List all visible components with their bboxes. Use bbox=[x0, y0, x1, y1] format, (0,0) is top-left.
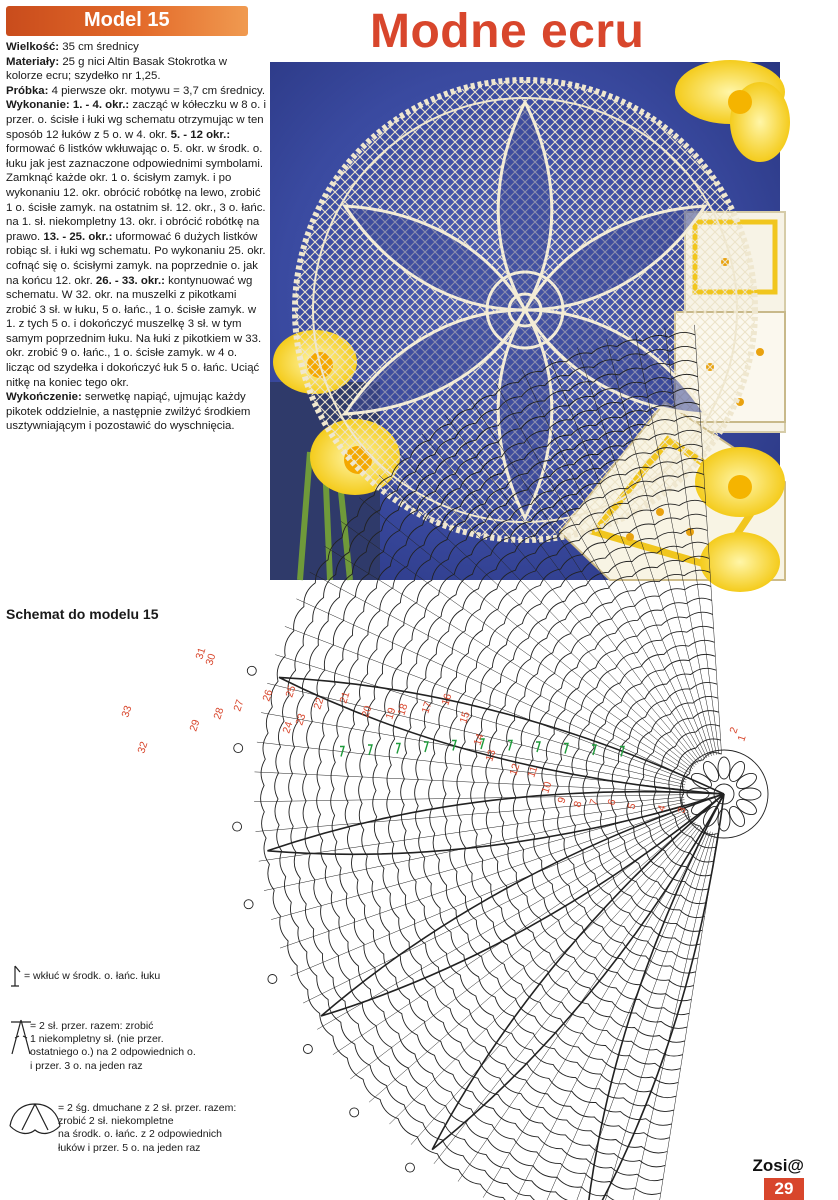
diagram-row-number: 11 bbox=[525, 764, 541, 779]
materials-paragraph bbox=[6, 55, 266, 84]
diagram-row-number: 10 bbox=[539, 780, 555, 795]
diagram-flower-petal bbox=[739, 788, 761, 800]
puff-stitch-icon bbox=[8, 1100, 62, 1140]
diagram-insert-marker bbox=[396, 744, 400, 754]
size-label: Wielkość: bbox=[6, 41, 60, 53]
diagram-spoke bbox=[264, 799, 685, 890]
schema-heading: Schemat do modelu 15 bbox=[6, 606, 159, 622]
diagram-row-number: 8 bbox=[571, 799, 585, 809]
diagram-row-number: 25 bbox=[283, 684, 299, 699]
diagram-row-number: 2 bbox=[727, 725, 741, 735]
diagram-row-number: 32 bbox=[135, 740, 151, 755]
diagram-row-number: 3 bbox=[675, 805, 689, 815]
work-text-2: formować 6 listków wkłuwając o. 5. okr. w środk. o. łuku jak jest zaznaczone odpowiednimi symbolami. Zamknąć każde okr. 1 o. ścisłym zamyk. i po wykonaniu 12. okr. obrócić robótkę na lewo, zrobić 1 o. ścisłe zamyk. na ostatnim sł. 12. okr., 3 o. łańc. na 1. sł. niekompletny 13. okr. i obrócić robótkę na prawo. bbox=[6, 143, 266, 243]
diagram-row-number: 31 bbox=[193, 646, 209, 661]
doily bbox=[295, 80, 755, 540]
diagram-row-number: 33 bbox=[119, 704, 135, 719]
legend-puff-text: = 2 śg. dmuchane z 2 sł. przer. razem: zrobić 2 sł. niekompletne na środk. o. łańc. z 2 odpowiednich łuków i przer. 5 o. na jeden raz bbox=[58, 1102, 237, 1154]
diagram-row-number: 9 bbox=[555, 795, 569, 805]
diagram-row-number: 15 bbox=[457, 710, 473, 725]
finish-text: serwetkę napiąć, ujmując każdy pikotek oddzielnie, a następnie zwilżyć środkiem usztywniającym i pozostawić do wyschnięcia. bbox=[6, 391, 251, 433]
sample-label: Próbka: bbox=[6, 84, 49, 97]
diagram-picot bbox=[234, 744, 243, 753]
legend-inward bbox=[8, 964, 228, 988]
diagram-flower-petal bbox=[718, 757, 730, 779]
diagram-spoke bbox=[592, 832, 713, 1200]
finish-paragraph bbox=[6, 390, 266, 434]
diagram-picot bbox=[247, 666, 256, 675]
diagram-picot bbox=[350, 1108, 359, 1117]
rows-13-25-label: 13. - 25. okr.: bbox=[43, 230, 113, 243]
materials-text: 25 g nici Altin Basak Stokrotka w kolorze ecru; szydełko nr 1,25. bbox=[6, 55, 227, 83]
size-paragraph bbox=[6, 40, 266, 55]
diagram-spoke bbox=[369, 820, 694, 1102]
diagram-row-number: 24 bbox=[280, 720, 296, 735]
sample-paragraph bbox=[6, 84, 266, 99]
diagram-row-number: 5 bbox=[625, 801, 639, 811]
diagram-insert-marker bbox=[424, 742, 428, 752]
diagram-row-number: 18 bbox=[395, 702, 411, 717]
diagram-spoke bbox=[259, 797, 685, 862]
finish-label: Wykończenie: bbox=[6, 391, 82, 404]
diagram-row-number: 1 bbox=[735, 733, 749, 743]
rows-1-4-label: 1. - 4. okr.: bbox=[69, 99, 130, 112]
work-text-3: uformować 6 dużych listków robiąc sł. i łuki wg schematu. Po wykonaniu 25. okr. cofnąć się o. ścisłymi zamyk. na poprzednie o. jak na końcu 12. okr. bbox=[6, 230, 266, 287]
diagram-spoke bbox=[254, 795, 684, 802]
legend-together bbox=[8, 1018, 248, 1082]
page-number: 29 bbox=[764, 1178, 804, 1200]
legend-puff bbox=[8, 1100, 268, 1164]
diagram-spoke bbox=[310, 572, 689, 775]
work-paragraph bbox=[6, 98, 266, 390]
model-badge bbox=[6, 6, 248, 36]
materials-label: Materiały: bbox=[6, 55, 60, 68]
diagram-row-number: 27 bbox=[231, 698, 247, 713]
diagram-row-number: 30 bbox=[203, 652, 219, 667]
diagram-picot bbox=[303, 1045, 312, 1054]
diagram-picot bbox=[406, 1163, 415, 1172]
diagram-insert-marker bbox=[368, 745, 372, 755]
diagram-spoke bbox=[651, 834, 718, 1200]
diagram-picot bbox=[233, 822, 242, 831]
diagram-row-number: 16 bbox=[439, 692, 455, 707]
crochet-diagram bbox=[119, 594, 774, 1174]
diagram-row-number: 21 bbox=[337, 690, 353, 705]
diagram-picot bbox=[268, 975, 277, 984]
rows-5-12-label: 5. - 12 okr.: bbox=[170, 128, 231, 141]
diagram-row-number: 17 bbox=[419, 700, 435, 715]
diagram-spoke bbox=[317, 814, 689, 1029]
diagram-row-number: 23 bbox=[293, 712, 309, 727]
diagram-row-number: 28 bbox=[211, 706, 227, 721]
diagram-row-number: 19 bbox=[383, 706, 399, 721]
diagram-spoke bbox=[509, 830, 706, 1200]
sample-text: 4 pierwsze okr. motywu = 3,7 cm średnicy. bbox=[48, 84, 266, 97]
work-text-1: zacząć w kółeczku w 8 o. i przer. o. ścisłe i łuki wg schematu otrzymując w ten sposób 12 łuków z 5 o. w 4. okr. bbox=[6, 99, 266, 141]
size-text: 35 cm średnicy bbox=[59, 41, 139, 53]
doily-photo-illustration bbox=[270, 62, 780, 580]
diagram-row-number: 12 bbox=[507, 762, 523, 777]
diagram-row-number: 6 bbox=[605, 797, 619, 807]
model-label: Model 15 bbox=[84, 9, 170, 31]
legend-inward-text: = wkłuć w środk. o. łańc. łuku bbox=[24, 970, 161, 982]
diagram-leaf bbox=[321, 794, 724, 1016]
diagram-row-number: 7 bbox=[587, 797, 601, 807]
diagram-row-number: 22 bbox=[311, 696, 327, 711]
diagram-row-number: 29 bbox=[187, 718, 203, 733]
insert-stitch-icon bbox=[8, 964, 22, 988]
diagram-spoke bbox=[303, 812, 688, 1003]
work-text-4: kontynuować wg schematu. W 32. okr. na muszelki z pikotkami zrobić 3 sł. w łuku, 5 o. łańc., 1 o. ścisłe zamyk. w 1. z tych 5 o. i dokończyć muszelkę 3 sł. w tym samym poprzednim łuku. Na łuki z pikotkiem w 33. okr. zrobić 9 o. łańc., 1 o. ścisłe zamyk. w 4 o. licząc od szydełka i dokończyć łuk 5 o. łańc. Uciąć nitkę na koniec tego okr. bbox=[6, 274, 262, 389]
legend-together-text: = 2 sł. przer. razem: zrobić 1 niekompletny sł. (nie przer. ostatniego o.) na 2 odpowiednich o. i przer. 3 o. na jeden raz bbox=[30, 1020, 196, 1072]
author-signature: Zosi@ bbox=[752, 1156, 804, 1175]
page-footer bbox=[744, 1156, 804, 1200]
diagram-spoke bbox=[411, 824, 697, 1145]
daffodils-top-right bbox=[675, 60, 790, 162]
rows-26-33-label: 26. - 33. okr.: bbox=[95, 274, 165, 287]
diagram-insert-marker bbox=[536, 742, 540, 752]
diagram-row-number: 13 bbox=[483, 748, 499, 763]
crochet-diagram-svg bbox=[119, 594, 774, 1174]
work-label: Wykonanie: bbox=[6, 99, 70, 112]
diagram-row-number: 26 bbox=[260, 688, 276, 703]
instructions bbox=[6, 40, 266, 434]
diagram-picot bbox=[244, 900, 253, 909]
diagram-row-number: 14 bbox=[471, 732, 487, 747]
diagram-flower-petal bbox=[687, 788, 709, 800]
diagram-row-number: 4 bbox=[655, 803, 669, 813]
doily-photo bbox=[270, 62, 780, 580]
diagram-row-number: 20 bbox=[359, 704, 375, 719]
page-title: Modne ecru bbox=[370, 5, 645, 58]
